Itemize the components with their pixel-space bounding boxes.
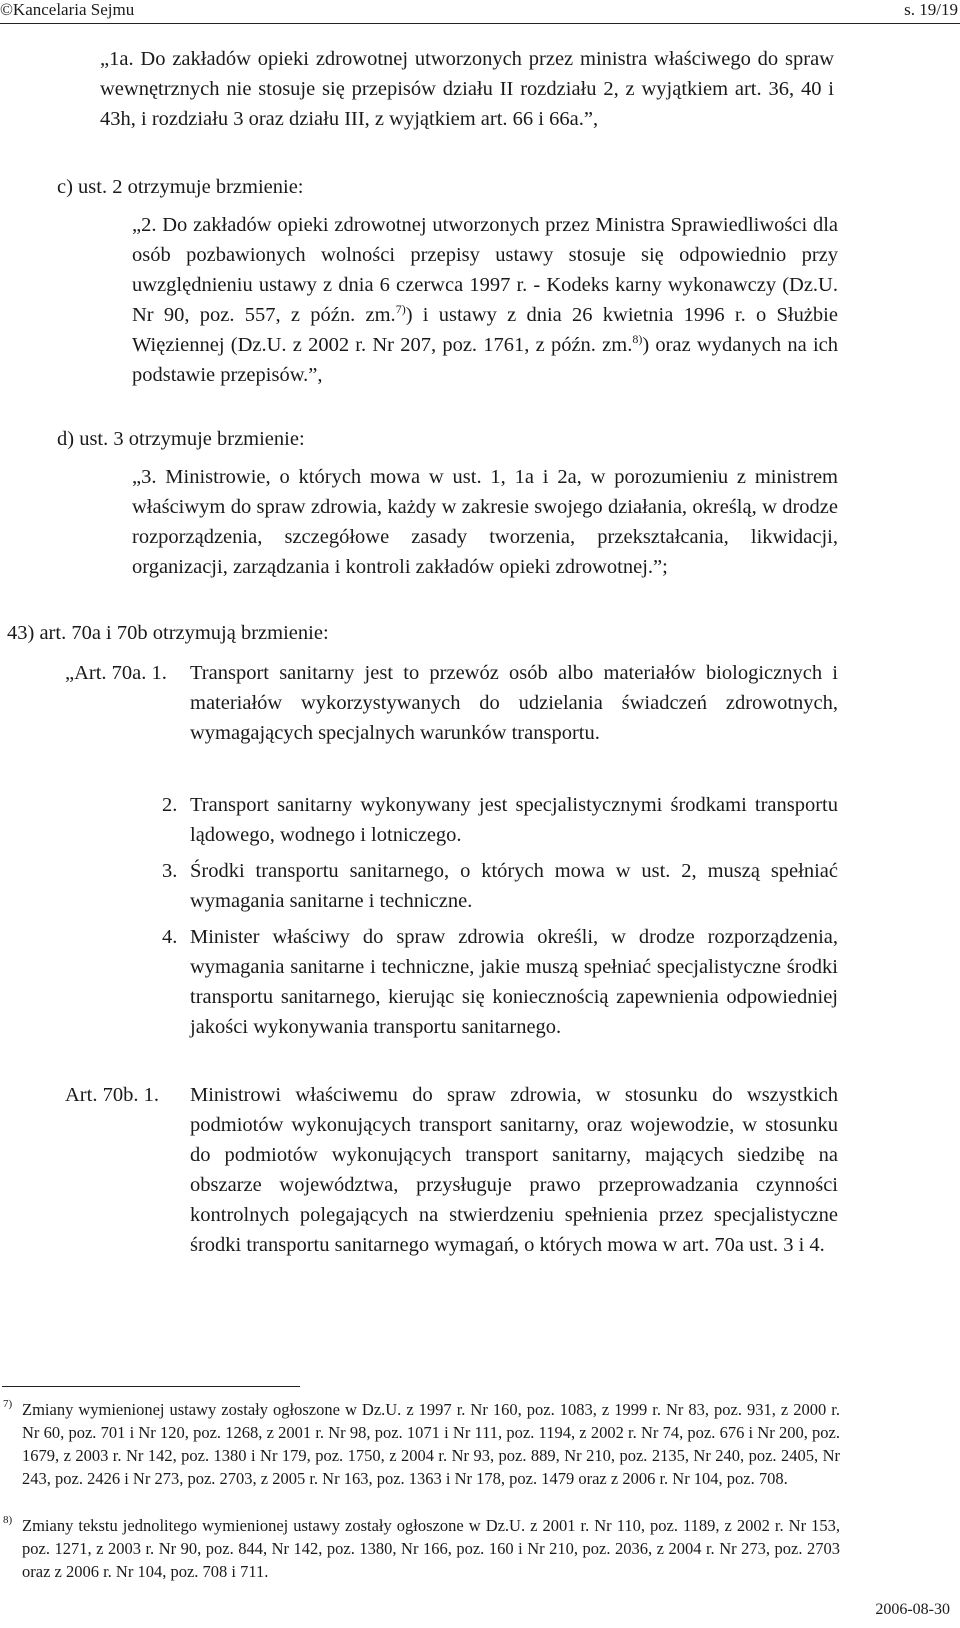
art-70b-para-1: Ministrowi właściwemu do spraw zdrowia, w stosunku do wszystkich podmiotów wykonujących transport sanitarny, oraz wojewodzie, w stosunku do podmiotów wykonujących transport sanitarny, mających siedzibę na obszarze województwa, przysługuje prawo przeprowadzania czynności kontrolnych polegających na stwierdzeniu spełnienia przez specjalistyczne środki transportu sanitarnego wymagań, o których mowa w art. 70a ust. 3 i 4. (190, 1084, 838, 1256)
paragraph-2-text-a: „2. Do zakładów opieki zdrowotnej utworzonych przez Ministra Sprawiedliwości dla osób pozbawionych wolności przepisy ustawy stosuje się odpowiednio przy uwzględnieniu ustawy z dnia 6 czerwca 1997 r. - Kodeks karny wykonawczy (Dz.U. Nr 90, poz. 557, z późn. zm. (132, 214, 838, 326)
footnote-ref-8: 8) (632, 332, 643, 347)
art-70a-para-4: Minister właściwy do spraw zdrowia określi, w drodze rozporządzenia, wymagania sanitarne i techniczne, jakie muszą spełniać specjalistyczne środki transportu sanitarnego, kierując się koniecznością zapewnienia odpowiedniej jakości wykonywania transportu sanitarnego. (190, 926, 838, 1038)
footnote-8-text: Zmiany tekstu jednolitego wymienionej ustawy zostały ogłoszone w Dz.U. z 2001 r. Nr 110, poz. 1189, z 2002 r. Nr 153, poz. 1271, z 2003 r. Nr 90, poz. 844, Nr 142, poz. 1380, Nr 166, poz. 160 i Nr 210, poz. 2036, z 2004 r. Nr 273, poz. 2703 oraz z 2006 r. Nr 104, poz. 708 i 711. (22, 1516, 840, 1581)
footer-date: 2006-08-30 (875, 1601, 950, 1618)
art-70a-heading: „Art. 70a. 1. (65, 662, 167, 684)
paragraph-2-text-b: ) i ustawy z dnia 26 kwietnia 1996 r. o Służbie Więziennej (Dz.U. z 2002 r. Nr 207, poz. 1761, z późn. zm. (132, 304, 838, 356)
footnote-rule (2, 1386, 300, 1387)
footnote-7-mark: 7) (3, 1398, 13, 1410)
art-70a-para-3: Środki transportu sanitarnego, o których mowa w ust. 2, muszą spełniać wymagania sanitarne i techniczne. (190, 860, 838, 912)
art-70a-para-1 (190, 658, 838, 748)
footnote-ref-7: 7) (395, 302, 406, 317)
art-70b-heading: Art. 70b. 1. (65, 1084, 159, 1106)
art-70a-para-2-number: 2. (162, 794, 178, 816)
footnote-8-mark: 8) (3, 1514, 13, 1526)
item-c-label: c) ust. 2 otrzymuje brzmienie: (57, 176, 304, 198)
header-rule (0, 23, 960, 24)
art-70a-para-3-number: 3. (162, 860, 178, 882)
paragraph-1a: „1a. Do zakładów opieki zdrowotnej utworzonych przez ministra właściwego do spraw wewnętrznych nie stosuje się przepisów działu II rozdziału 2, z wyjątkiem art. 36, 40 i 43h, i rozdziału 3 oraz działu III, z wyjątkiem art. 66 i 66a.”, (100, 48, 834, 130)
page-number: s. 19/19 (904, 0, 958, 19)
item-43-label: 43) art. 70a i 70b otrzymują brzmienie: (7, 622, 329, 644)
paragraph-2-text-c: ) oraz wydanych na ich podstawie przepisów.”, (132, 334, 839, 386)
publisher-header: ©Kancelaria Sejmu (0, 0, 135, 19)
paragraph-2 (132, 210, 838, 390)
art-70a-para-1-text: Transport sanitarny jest to przewóz osób albo materiałów biologicznych i materiałów wykorzystywanych do udzielania świadczeń zdrowotnych, wymagających specjalnych warunków transportu. (190, 662, 838, 744)
art-70a-para-4-number: 4. (162, 926, 178, 948)
footnote-7-text: Zmiany wymienionej ustawy zostały ogłoszone w Dz.U. z 1997 r. Nr 160, poz. 1083, z 1999 r. Nr 83, poz. 931, z 2000 r. Nr 60, poz. 701 i Nr 120, poz. 1268, z 2001 r. Nr 98, poz. 1071 i Nr 111, poz. 1194, z 2002 r. Nr 74, poz. 676 i Nr 200, poz. 1679, z 2003 r. Nr 142, poz. 1380 i Nr 179, poz. 1750, z 2004 r. Nr 93, poz. 889, Nr 210, poz. 2135, Nr 240, poz. 2405, Nr 243, poz. 2426 i Nr 273, poz. 2703, z 2005 r. Nr 163, poz. 1363 i Nr 178, poz. 1479 oraz z 2006 r. Nr 104, poz. 708. (22, 1400, 840, 1488)
art-70a-para-2: Transport sanitarny wykonywany jest specjalistycznymi środkami transportu lądowego, wodnego i lotniczego. (190, 794, 838, 846)
paragraph-3: „3. Ministrowie, o których mowa w ust. 1, 1a i 2a, w porozumieniu z ministrem właściwym do spraw zdrowia, każdy w zakresie swojego działania, określą, w drodze rozporządzenia, szczegółowe zasady tworzenia, przekształcania, likwidacji, organizacji, zarządzania i kontroli zakładów opieki zdrowotnej.”; (132, 466, 838, 578)
item-d-label: d) ust. 3 otrzymuje brzmienie: (57, 428, 305, 450)
